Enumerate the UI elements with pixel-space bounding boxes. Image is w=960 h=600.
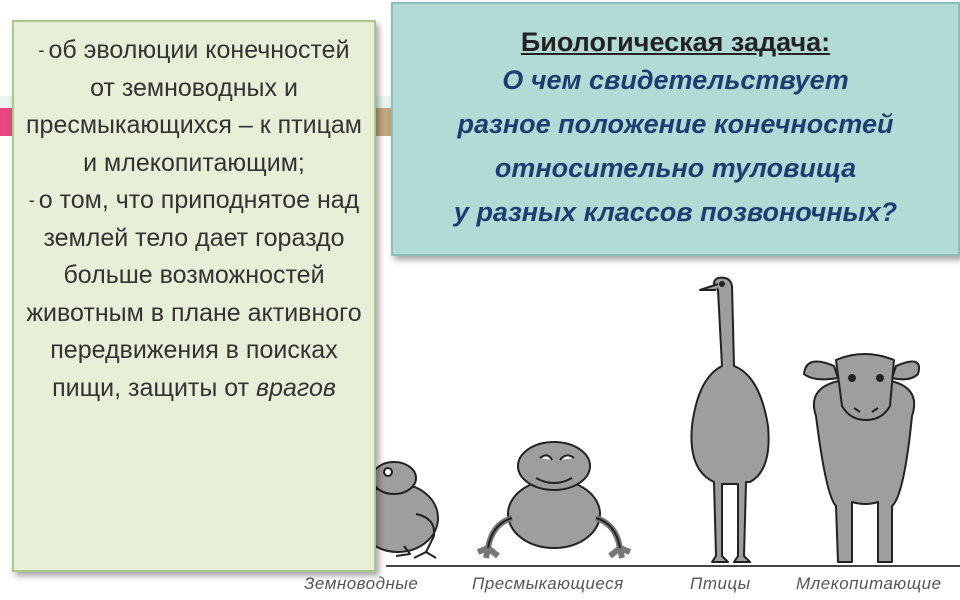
bullet-dash: -: [38, 40, 45, 60]
reptile-drawing: [478, 442, 630, 558]
explanation-point-1: [24, 32, 364, 182]
question-panel: [391, 2, 960, 256]
caption-reptiles: Пресмыкающиеся: [472, 574, 624, 593]
caption-amphibians: Земноводные: [304, 574, 419, 593]
caption-mammals: Млекопитающие: [796, 574, 942, 593]
question-line-3: относительно туловища: [494, 153, 857, 183]
caption-birds: Птицы: [690, 574, 751, 593]
question-line-2: разное положение конечностей: [457, 109, 894, 139]
question-line-4: у разных классов позвоночных?: [453, 197, 898, 227]
mammal-drawing: [804, 354, 919, 562]
question-line-1: О чем свидетельствует: [502, 65, 849, 95]
ground-line: [386, 565, 960, 567]
point-1-text: об эволюции конечностей от земноводных и пресмыкающихся – к птицам и млекопитающим;: [26, 36, 362, 177]
point-2-italic: врагов: [256, 373, 336, 402]
point-2-text: о том, что приподнятое над землей тело дает гораздо больше возможностей животным в плане активного передвижения в поисках пищи, защиты от: [26, 186, 362, 402]
bullet-dash: -: [28, 190, 35, 210]
bird-drawing: [691, 278, 768, 562]
question-title: Биологическая задача:: [520, 27, 831, 57]
explanation-panel: [12, 20, 376, 572]
explanation-point-2: [24, 182, 364, 407]
limb-position-figure: [286, 256, 960, 600]
